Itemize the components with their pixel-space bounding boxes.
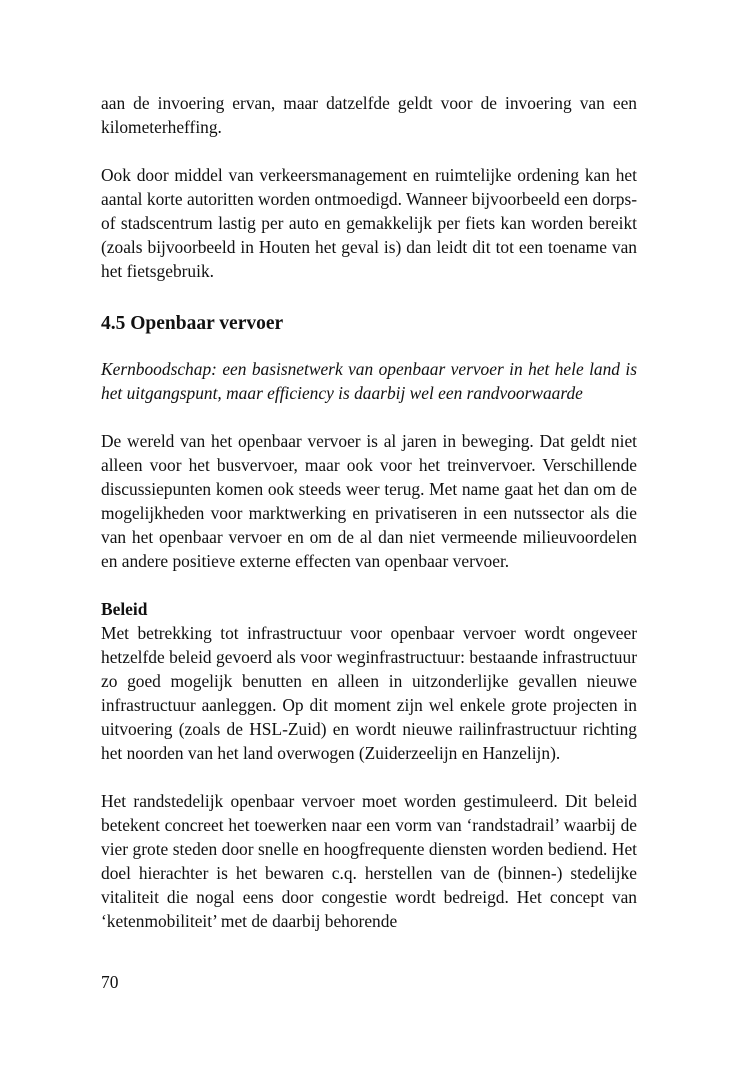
section-heading-openbaar-vervoer: 4.5 Openbaar vervoer [101,313,284,334]
paragraph-beleid-randstedelijk: Het randstedelijk openbaar vervoer moet worden gestimuleerd. Dit beleid betekent concreet het toewerken naar een vorm van ‘randstadrail’ waarbij de vier grote steden door snelle en hoogfrequente diensten worden bediend. Het doel hierachter is het bewaren c.q. herstellen van de (binnen-) stedelijke vitaliteit die nogal eens door congestie wordt bedreigd. Het concept van ‘ketenmobiliteit’ met de daarbij behorende [101,791,637,931]
subheading-beleid: Beleid [101,599,148,619]
paragraph-invoering: aan de invoering ervan, maar datzelfde geldt voor de invoering van een kilometerheffing. [101,93,637,137]
page-body [101,91,637,933]
paragraph-beleid-infrastructuur: Met betrekking tot infrastructuur voor openbaar vervoer wordt ongeveer hetzelfde beleid gevoerd als voor weginfrastructuur: bestaande infrastructuur zo goed mogelijk benutten en alleen in uitzonderlijke gevallen nieuwe infrastructuur aanleggen. Op dit moment zijn wel enkele grote projecten in uitvoering (zoals de HSL-Zuid) en wordt nieuwe railinfrastructuur richting het noorden van het land overwogen (Zuiderzeelijn en Hanzelijn). [101,623,637,763]
paragraph-intro-openbaar-vervoer: De wereld van het openbaar vervoer is al jaren in beweging. Dat geldt niet alleen voor het busvervoer, maar ook voor het treinvervoer. Verschillende discussiepunten komen ook steeds weer terug. Met name gaat het dan om de mogelijkheden voor marktwerking en privatiseren in een nutssector als die van het openbaar vervoer en om de al dan niet vermeende milieuvoordelen en andere positieve externe effecten van openbaar vervoer. [101,431,637,571]
paragraph-verkeersmanagement: Ook door middel van verkeersmanagement en ruimtelijke ordening kan het aantal korte autoritten worden ontmoedigd. Wanneer bijvoorbeeld een dorps- of stadscentrum lastig per auto en gemakkelijk per fiets kan worden bereikt (zoals bijvoorbeeld in Houten het geval is) dan leidt dit tot een toename van het fietsgebruik. [101,165,637,281]
page-number: 70 [101,972,119,992]
core-message: Kernboodschap: een basisnetwerk van openbaar vervoer in het hele land is het uitgangspunt, maar efficiency is daarbij wel een randvoorwaarde [101,359,637,403]
